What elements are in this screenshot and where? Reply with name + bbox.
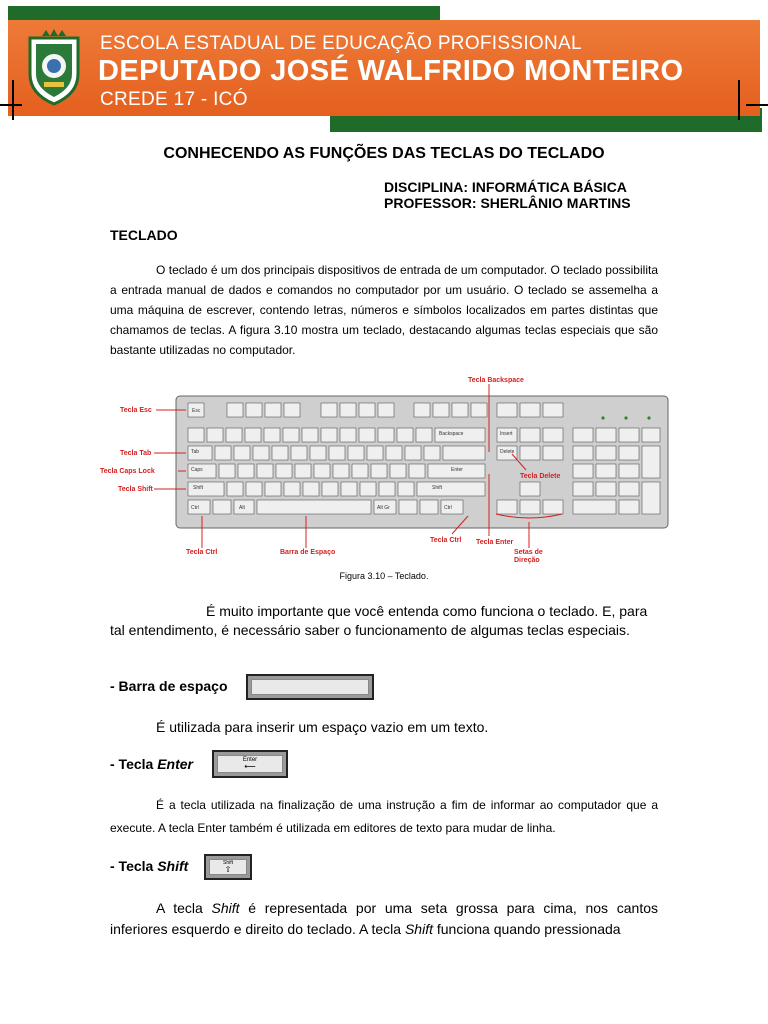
shift-heading-italic: Shift — [157, 858, 189, 874]
svg-text:Tab: Tab — [191, 449, 200, 455]
annotation-tab: Tecla Tab — [120, 450, 152, 457]
enter-heading — [110, 756, 193, 772]
shift-desc-part-3: funciona quando pressionada — [432, 921, 621, 937]
annotation-space-bar: Barra de Espaço — [280, 549, 336, 556]
annotation-delete: Tecla Delete — [520, 473, 561, 480]
space-bar-heading: - Barra de espaço — [110, 678, 228, 694]
svg-text:Alt: Alt — [239, 505, 245, 511]
svg-text:Insert: Insert — [500, 431, 513, 437]
annotation-caps-lock: Tecla Caps Lock — [100, 468, 155, 475]
annotation-enter: Tecla Enter — [476, 539, 514, 546]
shift-key-label: Shift — [222, 860, 233, 866]
enter-key-face — [217, 755, 283, 773]
shift-desc-part-1: A tecla — [156, 900, 212, 916]
crop-mark-left-vertical — [12, 80, 14, 120]
crop-mark-right-vertical — [738, 80, 740, 120]
svg-text:Caps: Caps — [191, 467, 203, 473]
figure-caption: Figura 3.10 – Teclado. — [339, 571, 429, 581]
shift-heading-prefix: - Tecla — [110, 858, 158, 874]
annotation-shift: Tecla Shift — [118, 486, 153, 493]
enter-heading-italic: Enter — [157, 756, 193, 772]
intro-paragraph: O teclado é um dos principais dispositivos de entrada de um computador. O teclado possibilita a entrada manual de dados e comandos no computador por um usuário. O teclado se assemelha a uma máquina de escrever, contendo letras, números e símbolos localizados em partes distintas que chamamos de teclas. A figura 3.10 mostra um teclado, destacando algumas teclas especiais que são bastante utilizadas no computador. — [110, 263, 658, 357]
professor-label: PROFESSOR: SHERLÂNIO MARTINS — [384, 195, 631, 211]
crop-mark-right — [746, 104, 768, 106]
shift-key-image — [204, 854, 252, 880]
state-crest-icon — [22, 28, 86, 106]
svg-text:Ctrl: Ctrl — [191, 505, 199, 511]
svg-text:Backspace: Backspace — [439, 431, 464, 437]
discipline-label: DISCIPLINA: INFORMÁTICA BÁSICA — [384, 179, 627, 195]
space-bar-description: É utilizada para inserir um espaço vazio em um texto. — [156, 719, 489, 735]
annotation-ctrl-right: Tecla Ctrl — [430, 537, 462, 544]
svg-text:Enter: Enter — [451, 467, 463, 473]
svg-text:Shift: Shift — [193, 485, 204, 491]
shift-desc-italic-2: Shift — [404, 921, 433, 937]
svg-text:Alt Gr: Alt Gr — [377, 505, 390, 511]
shift-desc-part-2: é representada por uma seta grossa para cima, nos cantos inferiores esquerdo e direito do teclado. A tecla — [110, 900, 658, 937]
shift-arrow-icon: ⇧ — [224, 865, 232, 874]
shift-heading — [110, 858, 188, 874]
shift-key-face — [209, 859, 247, 875]
svg-text:Ctrl: Ctrl — [444, 505, 452, 511]
enter-description: É a tecla utilizada na finalização de uma instrução a fim de informar ao computador que a execute. A tecla Enter também é utilizada em editores de texto para mudar de linha. — [110, 798, 658, 835]
annotation-backspace: Tecla Backspace — [468, 377, 524, 384]
header-crede: CREDE 17 - ICÓ — [100, 89, 248, 110]
crop-mark-left — [0, 104, 22, 106]
enter-key-image — [212, 750, 288, 778]
space-bar-key-face — [251, 679, 369, 695]
annotation-arrows-2: Direção — [514, 557, 540, 564]
page-title: CONHECENDO AS FUNÇÕES DAS TECLAS DO TECLADO — [163, 145, 605, 162]
enter-arrow-icon: ⟵ — [244, 762, 256, 771]
shift-desc-italic-1: Shift — [211, 900, 240, 916]
annotation-ctrl-left: Tecla Ctrl — [186, 549, 218, 556]
svg-text:Esc: Esc — [192, 408, 201, 414]
svg-text:Shift: Shift — [432, 485, 443, 491]
keyboard-figure — [96, 372, 676, 570]
space-bar-key-image — [246, 674, 374, 700]
header-school-type: ESCOLA ESTADUAL DE EDUCAÇÃO PROFISSIONAL — [100, 33, 582, 54]
annotation-arrows-1: Setas de — [514, 549, 543, 556]
importance-paragraph: É muito importante que você entenda como funciona o teclado. E, para tal entendimento, é necessário saber o funcionamento de algumas teclas especiais. — [110, 603, 648, 638]
annotation-esc: Tecla Esc — [120, 407, 152, 414]
enter-key-label: Enter — [242, 757, 258, 763]
header-school-name: DEPUTADO JOSÉ WALFRIDO MONTEIRO — [98, 55, 684, 87]
svg-text:Delete: Delete — [500, 449, 515, 455]
section-title: TECLADO — [110, 227, 178, 243]
enter-heading-prefix: - Tecla — [110, 756, 158, 772]
shift-description — [110, 898, 658, 940]
